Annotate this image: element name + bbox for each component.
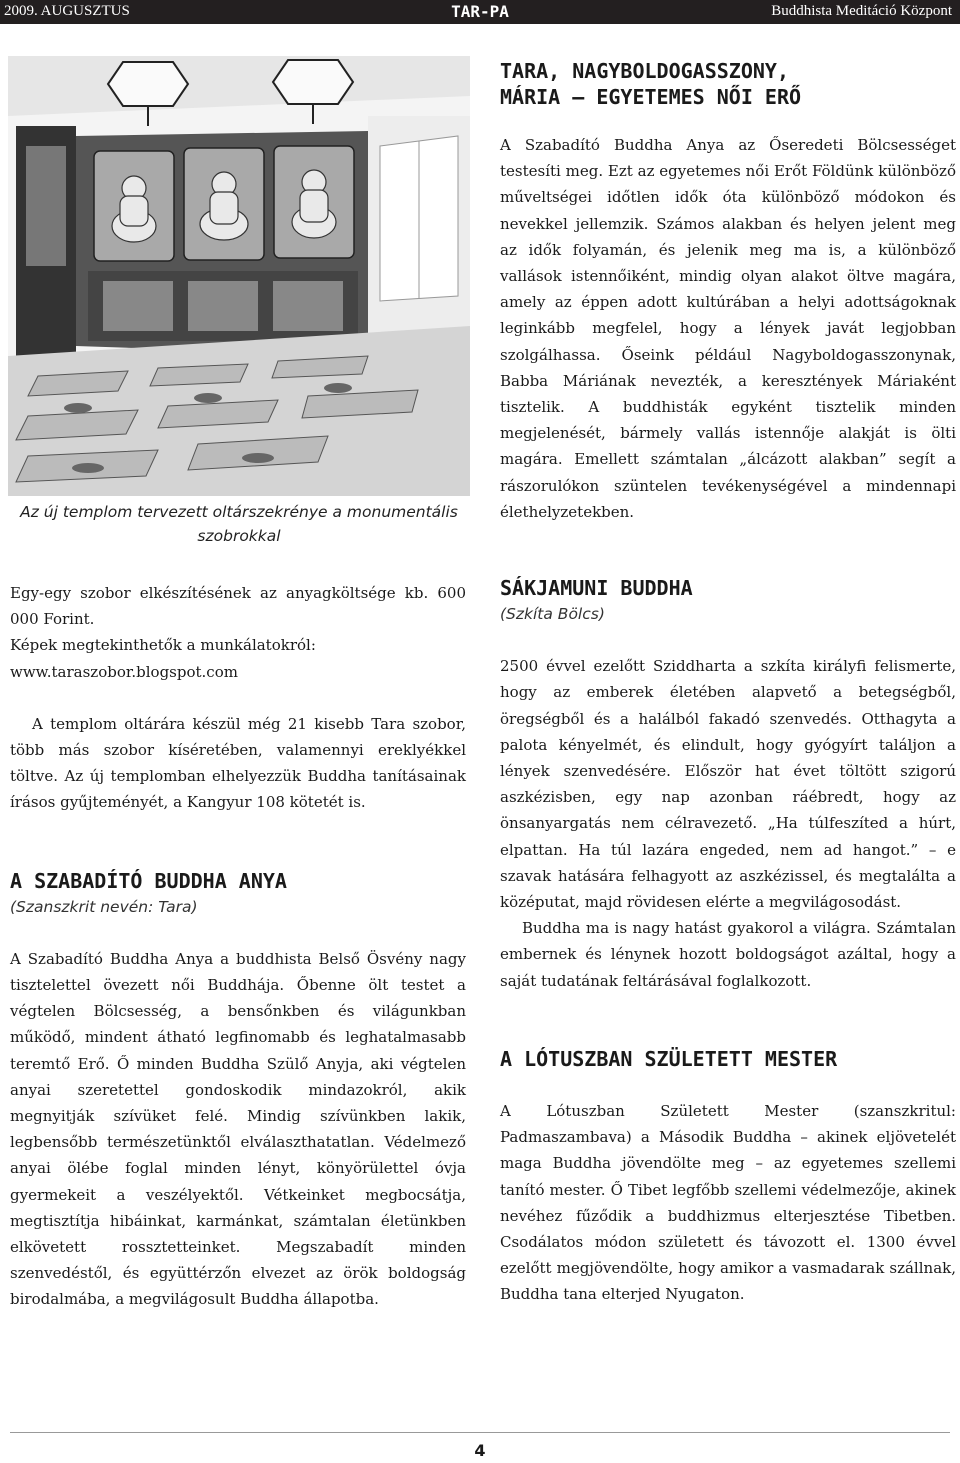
organization-name: Buddhista Meditáció Központ <box>771 3 952 19</box>
main-title-line-1: TARA, NAGYBOLDOGASSZONY, <box>500 59 789 83</box>
section-subtitle-shakyamuni: (Szkíta Bölcs) <box>500 605 605 624</box>
intro-paragraph: A Szabadító Buddha Anya az Őseredeti Bölcsességet testesíti meg. Ezt az egyetemes női Erőt Földünk különböző műveltségei időtlen idők óta különböző módokon és nevekkel jellemzik. Számos alakban és helyen jelent meg az idők folyamán, és jelenik meg ma is, a különböző vallások istennőiként, mindig olyan alakot öltve magára, amely az éppen adott kultúrában a helyi adottságoknak leginkább megfelel, hogy a lények javát legjobban szolgálhassa. Őseink például Nagyboldogasszonynak, Babba Máriának nevezték, a keresztények Máriaként tisztelik. A buddhisták egyként tisztelik minden megjelenését, bármely vallás istennője alakját is ölti magára. Emellett számtalan „álcázott alakban” segít a rászorulókon szüntelen tevékenységével a mindennapi élethelyzetekben. <box>500 136 956 521</box>
section-subtitle-liberating-mother: (Szanszkrit nevén: Tara) <box>10 897 198 916</box>
illustration-caption: Az új templom tervezett oltárszekrénye a monumentális szobrokkal <box>20 503 458 545</box>
liberating-mother-paragraph: A Szabadító Buddha Anya a buddhista Belső Ösvény nagy tisztelettel övezett női Buddhája. Őbenne ölt testet a végtelen Bölcsesség, a bensőnkben és világunkban működő, mindent átható legfinomabb és leghatalmasabb teremtő Erő. Ő minden Buddha Szülő Anyja, aki végtelen anyai szeretettel gondoskodik mindazokról, akik megnyitják szívüket felé. Mindig szívünkben lakik, legbensőbb természetünktől elválaszthatatlan. Védelmező anyai ölébe foglal minden lényt, könyörülettel óvja gyermekeit a veszélyektől. Vétkeinket megbocsátja, megtisztítja hibáinkat, karmánkat, számtalan életünkben elkövetett rossztetteinket. Megszabadít minden szenvedéstől, és együttérzőn elvezet az örök boldogság birodalmába, a megvilágosult Buddha állapotba. <box>10 949 466 1309</box>
shakyamuni-paragraph-2: Buddha ma is nagy hatást gyakorol a világra. Számtalan embernek és lénynek hozott boldogságot azáltal, hogy a saját tudatának feltárásával foglalkozott. <box>500 919 956 990</box>
issue-date: 2009. AUGUSZTUS <box>4 3 130 19</box>
section-title-lotus-born: A LÓTUSZBAN SZÜLETETT MESTER <box>500 1046 838 1071</box>
altar-paragraph: A templom oltárára készül még 21 kisebb Tara szobor, több más szobor kíséretében, valamennyi ereklyékkel töltve. Az új templomban elhelyezzük Buddha tanításainak írásos gyűjteményét, a Kangyur 108 kötetét is. <box>10 714 466 812</box>
temple-altar-illustration <box>8 56 470 496</box>
main-title-line-2: MÁRIA – EGYETEMES NŐI ERŐ <box>500 85 802 109</box>
section-title-liberating-mother: A SZABADÍTÓ BUDDHA ANYA <box>10 868 287 893</box>
left-column <box>10 580 466 1313</box>
right-column <box>500 58 956 1308</box>
section-title-shakyamuni: SÁKJAMUNI BUDDHA <box>500 576 693 601</box>
page-header <box>0 0 960 24</box>
shakyamuni-paragraph-1: 2500 évvel ezelőtt Sziddharta a szkíta királyfi felismerte, hogy az emberek életében alapvető a betegségből, öregségből és a halálból fakadó szenvedés. Otthagyta a palota kényelmét, és elindult, hogy gyógyírt találjon a lények szenvedésére. Először hat évet töltött szigorú aszkézisben, egy nap azonban ráébredt, hogy az önsanyargatás nem célravezető. „Ha túlfeszíted a húrt, elpattan. Ha túl lazára engeded, nem ad hangot.” – e szavak hatására felhagyott az aszkézissel, és megtalálta a középutat, majd rövidesen elérte a megvilágosodást. <box>500 657 956 912</box>
blog-link[interactable]: www.taraszobor.blogspot.com <box>10 662 238 681</box>
publication-title: TAR-PA <box>451 2 509 21</box>
images-paragraph: Képek megtekinthetők a munkálatokról: <box>10 636 316 655</box>
cost-paragraph: Egy-egy szobor elkészítésének az anyagköltsége kb. 600 000 Forint. <box>10 584 466 629</box>
lotus-born-paragraph: A Lótuszban Született Mester (szanszkritul: Padmaszambava) a Második Buddha – akinek eljövetelét maga Buddha jövendölte meg – az egyetemes szellemi tanító mester. Ő Tibet legfőbb szellemi védelmezője, akinek nevéhez fűződik a buddhizmus elterjesztése Tibetben. Csodálatos módon született és távozott el. 1300 évvel ezelőtt megjövendölte, hogy amikor a vasmadarak szállnak, Buddha tana elterjed Nyugaton. <box>500 1101 956 1304</box>
main-article-title <box>500 58 956 110</box>
footer-divider <box>10 1432 950 1433</box>
page-number: 4 <box>474 1441 486 1460</box>
